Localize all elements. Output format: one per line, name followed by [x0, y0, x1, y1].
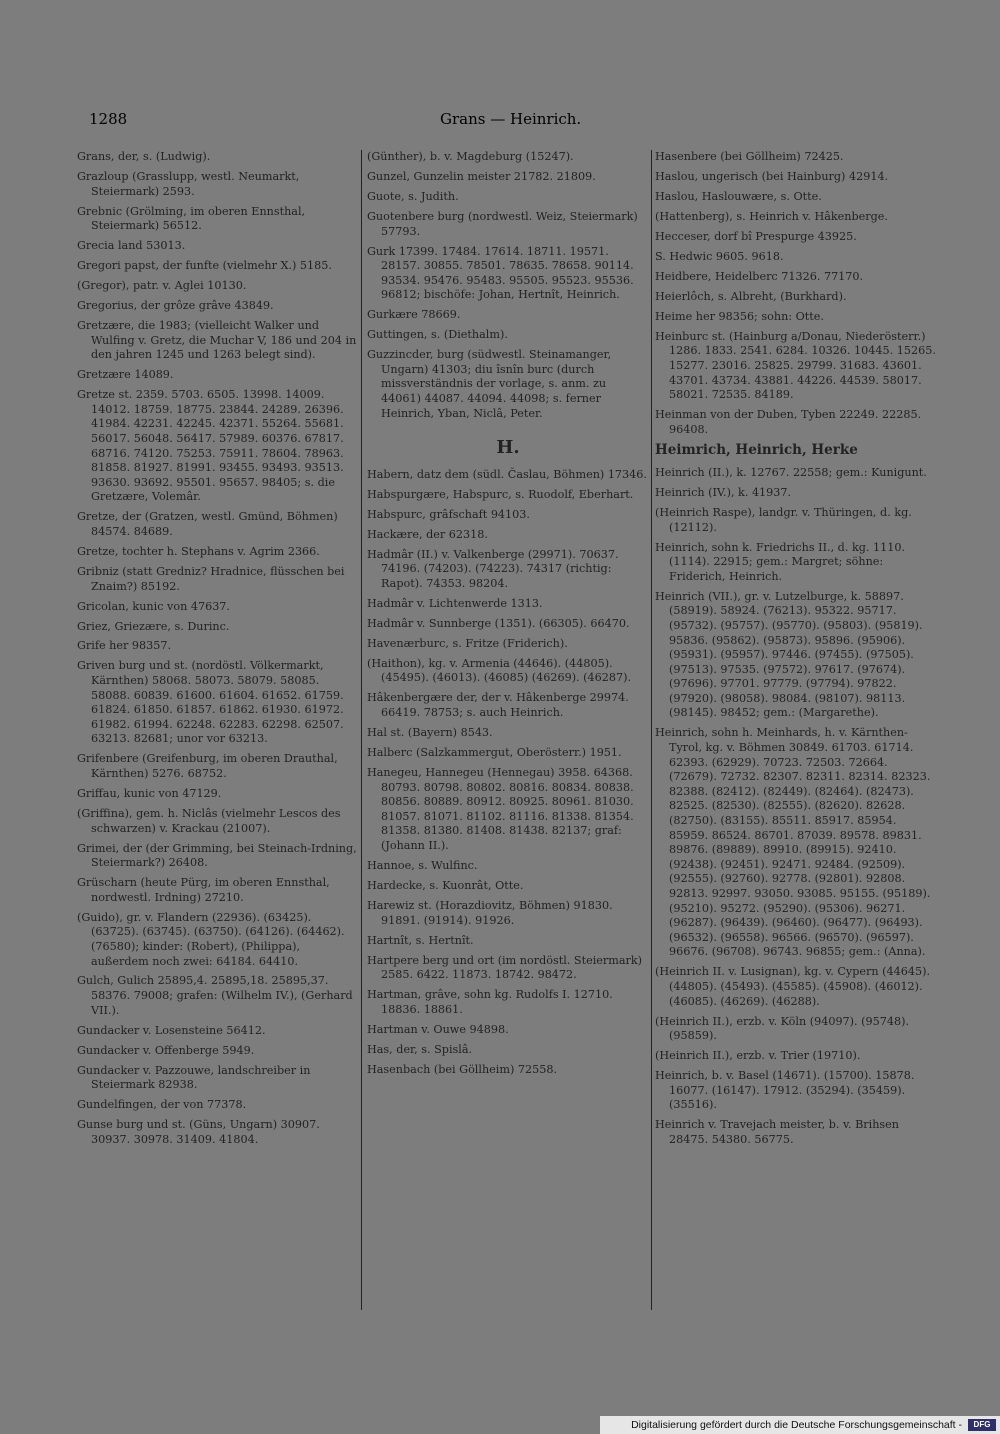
index-entry: Harewiz st. (Horazdiovitz, Böhmen) 91830. 91891. (91914). 91926. — [367, 898, 613, 927]
index-entry: Heinrich, sohn k. Friedrichs II., d. kg. 1110. (1114). 22915; gem.: Margret; söhne: Friderich, Heinrich. — [655, 540, 906, 583]
running-title: Grans — Heinrich. — [440, 110, 582, 128]
index-entry: Grüscharn (heute Pürg, im oberen Ennsthal, nordwestl. Irdning) 27210. — [77, 876, 330, 904]
index-entry: Hartman, grâve, sohn kg. Rudolfs I. 12710. 18836. 18861. — [367, 988, 613, 1016]
footer-credit: Digitalisierung gefördert durch die Deutsche Forschungsgemeinschaft - — [631, 1419, 962, 1431]
index-entry: Heinrich (IV.), k. 41937. — [655, 485, 792, 499]
index-entry: Hadmâr v. Lichtenwerde 1313. — [367, 596, 543, 610]
index-entry: Has, der, s. Spislâ. — [367, 1042, 473, 1056]
index-entry: Grifenbere (Greifenburg, im oberen Drauthal, Kärnthen) 5276. 68752. — [77, 752, 338, 781]
index-column-1 — [77, 150, 357, 1153]
index-entry: Halberc (Salzkammergut, Oberösterr.) 1951. — [367, 746, 622, 760]
index-entry: Gribniz (statt Gredniz? Hradnice, flüsschen bei Znaim?) 85192. — [77, 564, 345, 593]
index-entry: (Guido), gr. v. Flandern (22936). (63425). (63725). (63745). (63750). (64126). (64462). (76580); kinder: (Robert), (Philippa), außerdem noch zwei: 64184. 64410. — [77, 910, 345, 968]
index-entry: Heinrich (II.), k. 12767. 22558; gem.: Kunigunt. — [655, 466, 927, 479]
index-entry: Grecia land 53013. — [77, 239, 186, 253]
index-entry: Gricolan, kunic von 47637. — [77, 599, 230, 613]
index-entry: Gunzel, Gunzelin meister 21782. 21809. — [367, 169, 596, 183]
index-entry: Gretze st. 2359. 5703. 6505. 13998. 14009. 14012. 18759. 18775. 23844. 24289. 26396. 41984. 42231. 42245. 42371. 55264. 55681. 56017. 56048. 56417. 57989. 60376. 67817. 68716. 74120. 75253. 75911. 78604. 78963. 81858. 81927. 81991. 93455. 93493. 93513. 93630. 93692. 95501. 95657. 98405; s. die Gretzære, Volemâr. — [77, 388, 344, 504]
index-entry: Heinrich (VII.), gr. v. Lutzelburge, k. 58897. (58919). 58924. (76213). 95322. 95717. (95732). (95757). (95770). (95803). (95819). 95836. (95862). (95873). 95896. (95906). (95931). (95957). 97446. (97455). (97505). (97513). 97535. (97572). 97617. (97674). (97696). 97701. 97779. (97794). 97822. (97920). (98058). 98084. (98107). 98113. (98145). 98452; gem.: (Margarethe). — [655, 589, 923, 720]
index-entry: Heime her 98356; sohn: Otte. — [655, 309, 824, 323]
index-entry: Heinman von der Duben, Tyben 22249. 22285. 96408. — [655, 408, 922, 436]
index-entry: Hartpere berg und ort (im nordöstl. Steiermark) 2585. 6422. 11873. 18742. 98472. — [367, 953, 643, 982]
index-entry: Haslou, ungerisch (bei Hainburg) 42914. — [655, 169, 889, 183]
index-entry: Hadmâr (II.) v. Valkenberge (29971). 70637. 74196. (74203). (74223). 74317 (richtig: Rapot). 74353. 98204. — [367, 547, 619, 590]
index-entry: Grebnic (Grölming, im oberen Ennsthal, Steiermark) 56512. — [77, 204, 306, 233]
index-entry: Heinrich, b. v. Basel (14671). (15700). 15878. 16077. (16147). 17912. (35294). (35459). (35516). — [655, 1069, 915, 1112]
index-entry: Hasenbere (bei Göllheim) 72425. — [655, 150, 844, 163]
index-entry: Hâkenbergære der, der v. Hâkenberge 29974. 66419. 78753; s. auch Heinrich. — [367, 691, 629, 720]
index-entry: Hadmâr v. Sunnberge (1351). (66305). 66470. — [367, 616, 630, 630]
index-entry: Guotenbere burg (nordwestl. Weiz, Steiermark) 57793. — [367, 209, 638, 238]
index-entry: Griven burg und st. (nordöstl. Völkermarkt, Kärnthen) 58068. 58073. 58079. 58085. 58088. 60839. 61600. 61604. 61652. 61759. 61824. 61850. 61857. 61862. 61930. 61972. 61982. 61994. 62248. 62283. 62298. 62507. 63213. 82681; unor vor 63213. — [77, 659, 344, 746]
index-entry: Hecceser, dorf bî Prespurge 43925. — [655, 229, 857, 243]
index-entry: Gretze, der (Gratzen, westl. Gmünd, Böhmen) 84574. 84689. — [77, 510, 338, 538]
index-entry: Hannoe, s. Wulfinc. — [367, 858, 478, 872]
index-entry: (Hattenberg), s. Heinrich v. Hâkenberge. — [655, 209, 888, 223]
index-entry: Heinburc st. (Hainburg a/Donau, Niederösterr.) 1286. 1833. 2541. 6284. 10326. 10445. 15265. 15277. 23016. 25825. 29799. 31683. 43601. 43701. 43734. 43881. 44226. 44539. 58017. 58021. 72535. 84189. — [655, 329, 936, 402]
index-entry: Heidbere, Heidelberc 71326. 77170. — [655, 269, 864, 283]
index-entry: Grife her 98357. — [77, 639, 172, 653]
dfg-logo: DFG — [968, 1419, 996, 1431]
index-entry: Gregorius, der grôze grâve 43849. — [77, 299, 274, 313]
index-entry: Guzzincder, burg (südwestl. Steinamanger, Ungarn) 41303; diu îsnîn burc (durch missverständnis der vorlage, s. anm. zu 44061) 44087. 44094. 44098; s. ferner Heinrich, Yban, Niclâ, Peter. — [367, 348, 612, 420]
index-entry: (Heinrich II.), erzb. v. Trier (19710). — [655, 1049, 861, 1063]
index-entry: S. Hedwic 9605. 9618. — [655, 249, 784, 263]
index-entry: (Günther), b. v. Magdeburg (15247). — [367, 150, 574, 163]
page-number: 1288 — [89, 110, 128, 128]
index-entry: (Haithon), kg. v. Armenia (44646). (44805). (45495). (46013). (46085) (46269). (46287). — [367, 656, 632, 685]
index-column-3 — [655, 150, 938, 1153]
index-entry: Hal st. (Bayern) 8543. — [367, 726, 493, 740]
index-entry: Hartman v. Ouwe 94898. — [367, 1022, 509, 1036]
index-entry: Gundelfingen, der von 77378. — [77, 1098, 247, 1112]
index-entry: Hackære, der 62318. — [367, 527, 488, 541]
index-entry: Gunse burg und st. (Güns, Ungarn) 30907. 30937. 30978. 31409. 41804. — [77, 1118, 320, 1146]
index-entry: Hartnît, s. Hertnît. — [367, 933, 474, 947]
index-entry: Heinrich v. Travejach meister, b. v. Brihsen 28475. 54380. 56775. — [655, 1118, 899, 1146]
index-entry: Hanegeu, Hannegeu (Hennegau) 3958. 64368. 80793. 80798. 80802. 80816. 80834. 80838. 80856. 80889. 80912. 80925. 80961. 81030. 81057. 81071. 81102. 81116. 81338. 81354. 81358. 81380. 81408. 81438. 82137; graf: (Johann II.). — [367, 766, 634, 852]
column-divider — [361, 150, 362, 1310]
index-entry: Gundacker v. Offenberge 5949. — [77, 1043, 255, 1057]
index-entry: Gundacker v. Pazzouwe, landschreiber in Steiermark 82938. — [77, 1063, 311, 1092]
index-entry: Gretze, tochter h. Stephans v. Agrim 2366. — [77, 544, 320, 558]
index-entry: (Griffina), gem. h. Niclâs (vielmehr Lescos des schwarzen) v. Krackau (21007). — [77, 806, 341, 835]
index-entry: Hardecke, s. Kuonrât, Otte. — [367, 878, 524, 892]
index-entry: Habern, datz dem (südl. Časlau, Böhmen) 17346. — [367, 467, 647, 481]
section-heading: H. — [496, 437, 520, 459]
index-entry: Griffau, kunic von 47129. — [77, 787, 222, 800]
index-entry: Gregori papst, der funfte (vielmehr X.) 5185. — [77, 259, 332, 273]
index-entry: Guote, s. Judith. — [367, 189, 459, 203]
index-entry: Havenærburc, s. Fritze (Friderich). — [367, 636, 568, 650]
column-divider — [651, 150, 652, 1310]
index-entry: Gundacker v. Losensteine 56412. — [77, 1023, 266, 1037]
index-entry: Grans, der, s. (Ludwig). — [77, 150, 211, 163]
index-entry: (Heinrich II. v. Lusignan), kg. v. Cypern (44645). (44805). (45493). (45585). (45908). (46012). (46085). (46269). (46288). — [655, 965, 931, 1008]
index-entry: Gurk 17399. 17484. 17614. 18711. 19571. 28157. 30855. 78501. 78635. 78658. 90114. 93534. 95476. 95483. 95505. 95523. 95536. 96812; bischöfe: Johan, Hertnît, Heinrich. — [367, 244, 634, 302]
index-entry: Heierlôch, s. Albreht, (Burkhard). — [655, 289, 847, 303]
footer-bar — [600, 1416, 1000, 1434]
index-entry: Grazloup (Grasslupp, westl. Neumarkt, Steiermark) 2593. — [77, 169, 300, 198]
index-entry: Haslou, Haslouwære, s. Otte. — [655, 189, 822, 203]
index-entry: Gretzære, die 1983; (vielleicht Walker und Wulfing v. Gretz, die Muchar V, 186 und 204 in den jahren 1245 und 1263 belegt sind). — [77, 319, 357, 362]
index-entry: Heinrich, sohn h. Meinhards, h. v. Kärnthen-Tyrol, kg. v. Böhmen 30849. 61703. 61714. 62393. (62929). 70723. 72503. 72664. (72679). 72732. 82307. 82311. 82314. 82323. 82388. (82412). (82449). (82464). (82473). 82525. (82530). (82555). (82620). 82628. (82750). (83155). 85511. 85917. 85954. 85959. 86524. 86701. 87039. 89578. 89831. 89876. (89889). 89910. (89915). 92410. (92438). (92451). 92471. 92484. (92509). (92555). (92760). 92778. (92801). 92808. 92813. 92997. 93050. 93085. 95155. (95189). (95210). 95272. (95290). (95306). 96271. (96287). (96439). (96460). (96477). (96493). (96532). (96558). 96566. (96570). (96597). 96676. (96708). 96743. 96855; gem.: (Anna). — [655, 726, 931, 959]
index-entry: Gurkære 78669. — [367, 308, 461, 322]
index-entry: Habspurgære, Habspurc, s. Ruodolf, Eberhart. — [367, 487, 634, 501]
index-entry: Gretzære 14089. — [77, 368, 174, 382]
section-heading: Heimrich, Heinrich, Herke — [655, 442, 858, 459]
index-entry: (Heinrich II.), erzb. v. Köln (94097). (95748). (95859). — [655, 1014, 910, 1043]
index-entry: Grimei, der (der Grimming, bei Steinach-Irdning, Steiermark?) 26408. — [77, 841, 357, 870]
index-entry: Gulch, Gulich 25895,4. 25895,18. 25895,37. 58376. 79008; grafen: (Wilhelm IV.), (Gerhard VII.). — [77, 974, 353, 1017]
index-entry: Guttingen, s. (Diethalm). — [367, 328, 508, 342]
index-entry: (Gregor), patr. v. Aglei 10130. — [77, 279, 247, 293]
index-entry: Habspurc, grâfschaft 94103. — [367, 507, 530, 521]
index-column-2 — [367, 150, 649, 1083]
index-entry: Griez, Griezære, s. Durinc. — [77, 619, 230, 633]
index-entry: Hasenbach (bei Göllheim) 72558. — [367, 1062, 558, 1076]
index-entry: (Heinrich Raspe), landgr. v. Thüringen, d. kg. (12112). — [655, 505, 912, 534]
